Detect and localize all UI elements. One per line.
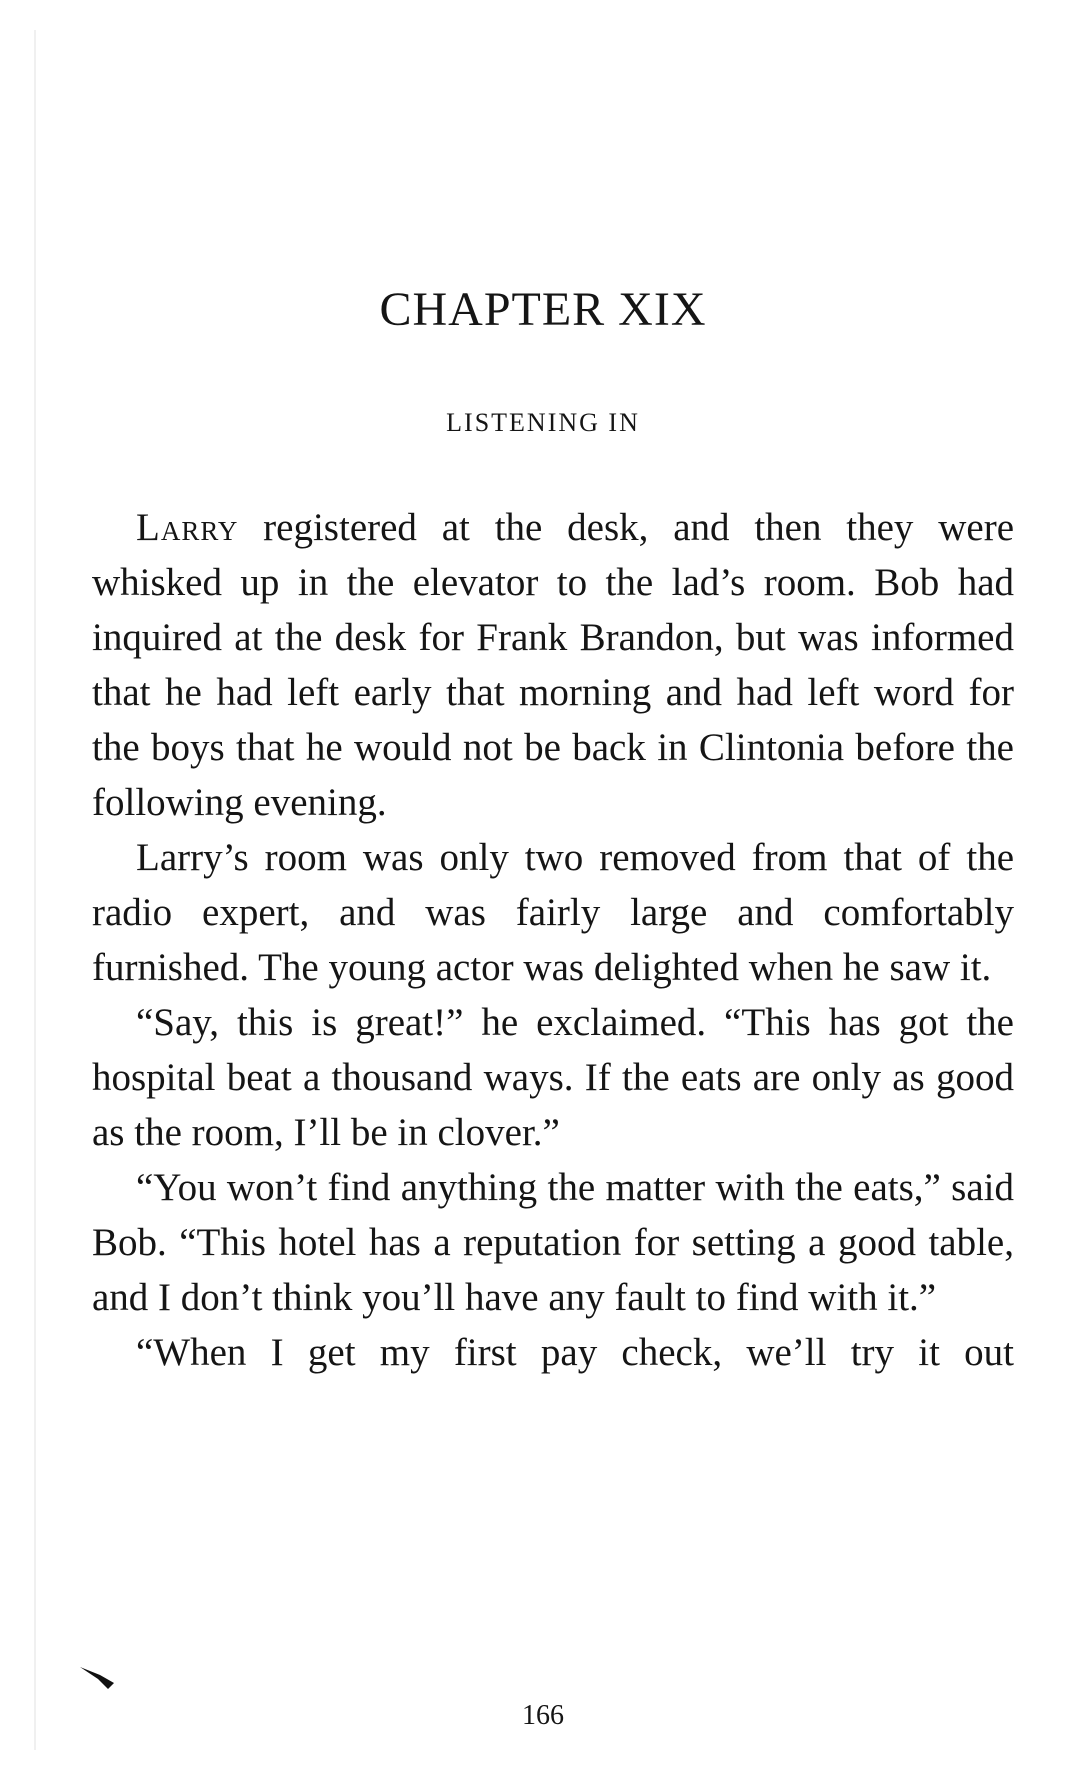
paragraph-1 (92, 500, 1014, 830)
paragraph-lead-word: Larry (136, 506, 239, 549)
paragraph-5: “When I get my first pay check, we’ll try it out (136, 1331, 1014, 1374)
chapter-subtitle: LISTENING IN (446, 408, 640, 437)
paragraph-2: Larry’s room was only two removed from that of the radio expert, and was fairly large and comfortably furnished. The young actor was delighted when he saw it. (92, 836, 1014, 989)
chapter-title: CHAPTER XIX (379, 283, 707, 336)
page-number: 166 (522, 1700, 564, 1731)
ink-mark-icon (78, 1663, 118, 1693)
paragraph-4: “You won’t find anything the matter with the eats,” said Bob. “This hotel has a reputation for setting a good table, and I don’t think you’ll have any fault to find with it.” (92, 1166, 1014, 1319)
paragraph-text: registered at the desk, and then they were whisked up in the elevator to the lad’s room. Bob had inquired at the desk for Frank Brandon, but was informed that he had left early that morning and had left word for the boys that he would not be back in Clintonia before the following evening. (92, 506, 1014, 824)
paragraph-3: “Say, this is great!” he exclaimed. “This has got the hospital beat a thousand ways. If the eats are only as good as the room, I’ll be in clover.” (92, 1001, 1014, 1154)
body-text (92, 500, 1014, 1380)
